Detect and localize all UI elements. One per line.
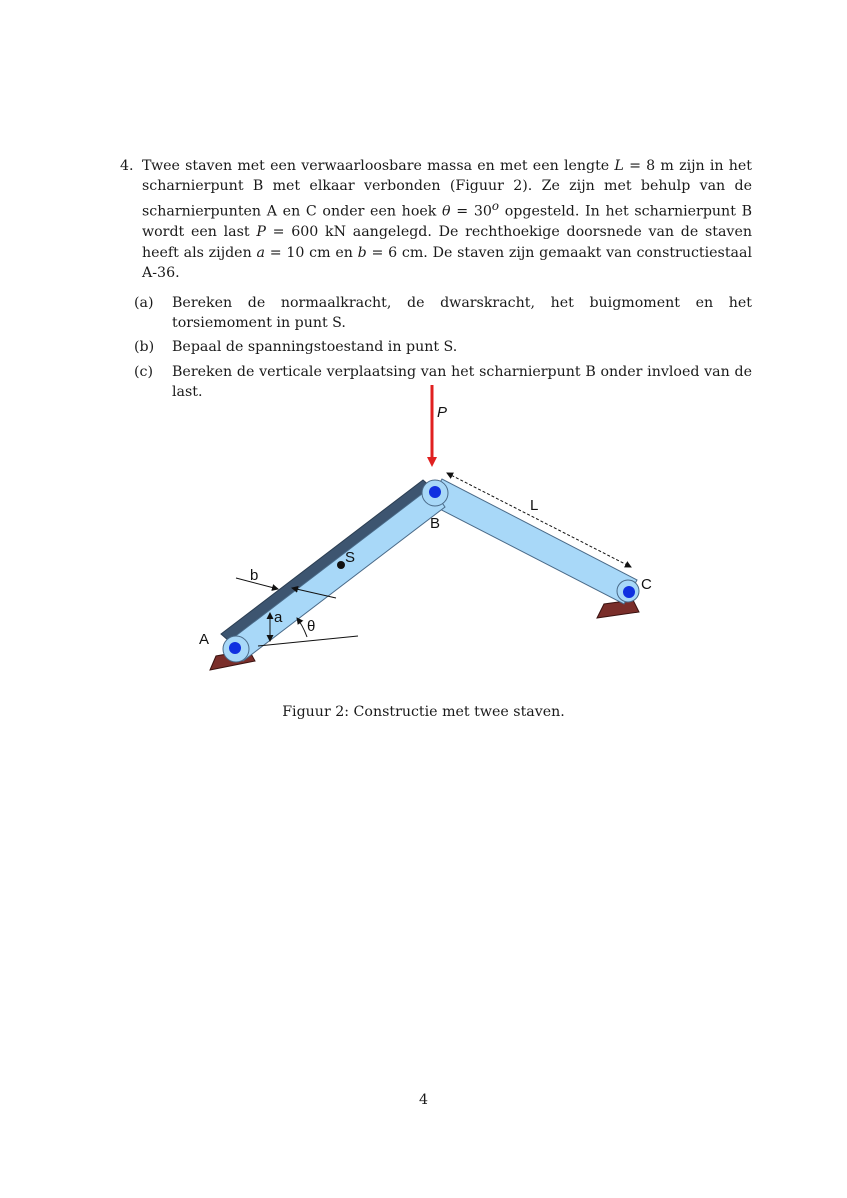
point-S [337,561,345,569]
symbol-P: P [256,224,266,241]
problem-statement: Twee staven met een verwaarloosbare massa en met een lengte L = 8 m zijn in het scharnierpunt B met elkaar verbonden (Figuur 2). Ze zijn met behulp van de scharnierpunten A en C onder een hoek $\theta = 30^o$ opgesteld. In het scharnierpunt B wordt een last P = 600 kN aangelegd. De rechthoekige doorsnede van de staven heeft als zijden a = 10 cm en b = 6 cm. De staven zijn gemaakt van constructiestaal A-36. [142,158,753,281]
pin-A [229,642,241,654]
bar-AB-top-face [221,480,431,641]
figure-caption: Figuur 2: Constructie met twee staven. [282,704,565,720]
problem-number: 4. [120,158,134,174]
label-theta: θ [307,618,316,635]
symbol-L: L [614,158,624,174]
sub-question-b: (b) Bepaal de spanningstoestand in punt S. [134,339,458,356]
label-B: B [430,515,441,532]
symbol-theta: θ [442,204,451,221]
support-C [597,600,639,618]
symbol-a: a [256,244,265,261]
problem-4 [120,156,752,406]
symbol-b: b [357,244,367,261]
pin-B [429,486,441,498]
sub-question-a: (a) Bereken de normaalkracht, de dwarskracht, het buigmoment en het torsiemoment in punt S. [134,294,752,332]
page-number: 4 [418,1092,429,1108]
label-P: P [437,404,448,421]
sub-question-c: (c) Bereken de verticale verplaatsing van het scharnierpunt B onder invloed van de last. [134,363,752,400]
bar-AB [229,487,445,661]
label-L: L [530,497,539,514]
figure-two-bars [180,378,680,688]
label-S: S [345,549,356,566]
label-b: b [250,567,259,584]
label-a: a [274,609,283,626]
label-A: A [199,631,210,648]
degree-superscript: o [491,199,500,214]
label-C: C [641,576,652,593]
pin-C [623,586,635,598]
angle-theta-arc [297,618,307,637]
